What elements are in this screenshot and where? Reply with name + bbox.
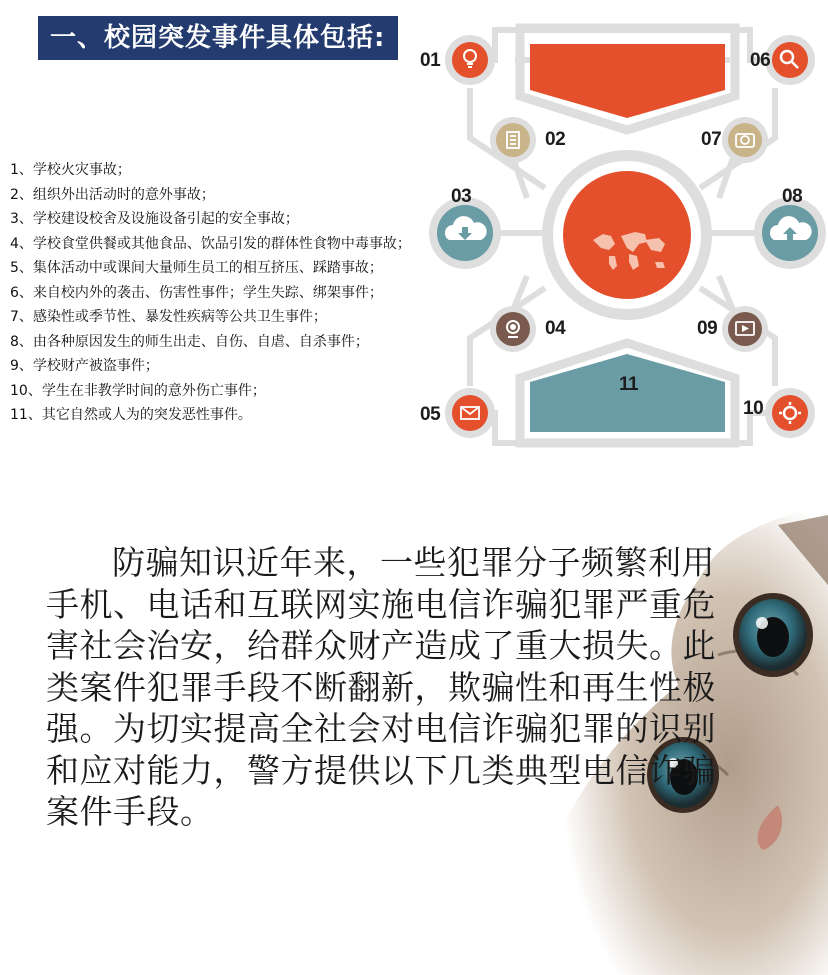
list-item: 5、集体活动中或课间大量师生员工的相互挤压、踩踏事故； — [10, 260, 383, 276]
list-item: 4、学校食堂供餐或其他食品、饮品引发的群体性食物中毒事故； — [10, 235, 411, 252]
list-item: 3、学校建设校舍及设施设备引起的安全事故； — [10, 211, 299, 227]
list-item: 11、其它自然或人为的突发恶性事件。 — [10, 407, 252, 423]
anti-fraud-paragraph: 防骗知识近年来，一些犯罪分子频繁利用手机、电话和互联网实施电信诈骗犯罪严重危害社会治安，给群众财产造成了重大损失。此类案件犯罪手段不断翻新，欺骗性和再生性极强。为切实提高全社会对电信诈骗犯罪的识别和应对能力，警方提供以下几类典型电信诈骗案件手段。 — [46, 543, 716, 831]
number-label: 06 — [750, 50, 771, 71]
infographic — [415, 18, 828, 448]
number-label: 07 — [701, 129, 722, 150]
list-item: 6、来自校内外的袭击、伤害性事件；学生失踪、绑架事件； — [10, 284, 383, 301]
icon-circle-10 — [772, 395, 808, 431]
number-label: 01 — [420, 50, 441, 71]
icon-circle-06 — [772, 42, 808, 78]
list-item: 7、感染性或季节性、暴发性疾病等公共卫生事件； — [10, 309, 327, 325]
number-label: 10 — [743, 398, 764, 419]
event-list — [10, 158, 450, 428]
number-label: 05 — [420, 404, 441, 425]
icon-circle-01 — [452, 42, 488, 78]
number-label: 09 — [697, 318, 718, 339]
number-label: 04 — [545, 318, 566, 339]
section-title: 一、校园突发事件具体包括: — [38, 16, 398, 60]
list-item: 8、由各种原因发生的师生出走、自伤、自虐、自杀事件； — [10, 333, 369, 350]
number-label: 08 — [782, 186, 803, 207]
list-item: 2、组织外出活动时的意外事故； — [10, 186, 215, 203]
number-label: 11 — [619, 374, 639, 395]
icon-circle-07 — [728, 123, 762, 157]
number-label: 02 — [545, 129, 566, 150]
list-item: 10、学生在非教学时间的意外伤亡事件； — [10, 382, 266, 399]
number-label: 03 — [451, 186, 472, 207]
list-item: 9、学校财产被盗事件； — [10, 358, 159, 374]
list-item: 1、学校火灾事故； — [10, 162, 131, 178]
